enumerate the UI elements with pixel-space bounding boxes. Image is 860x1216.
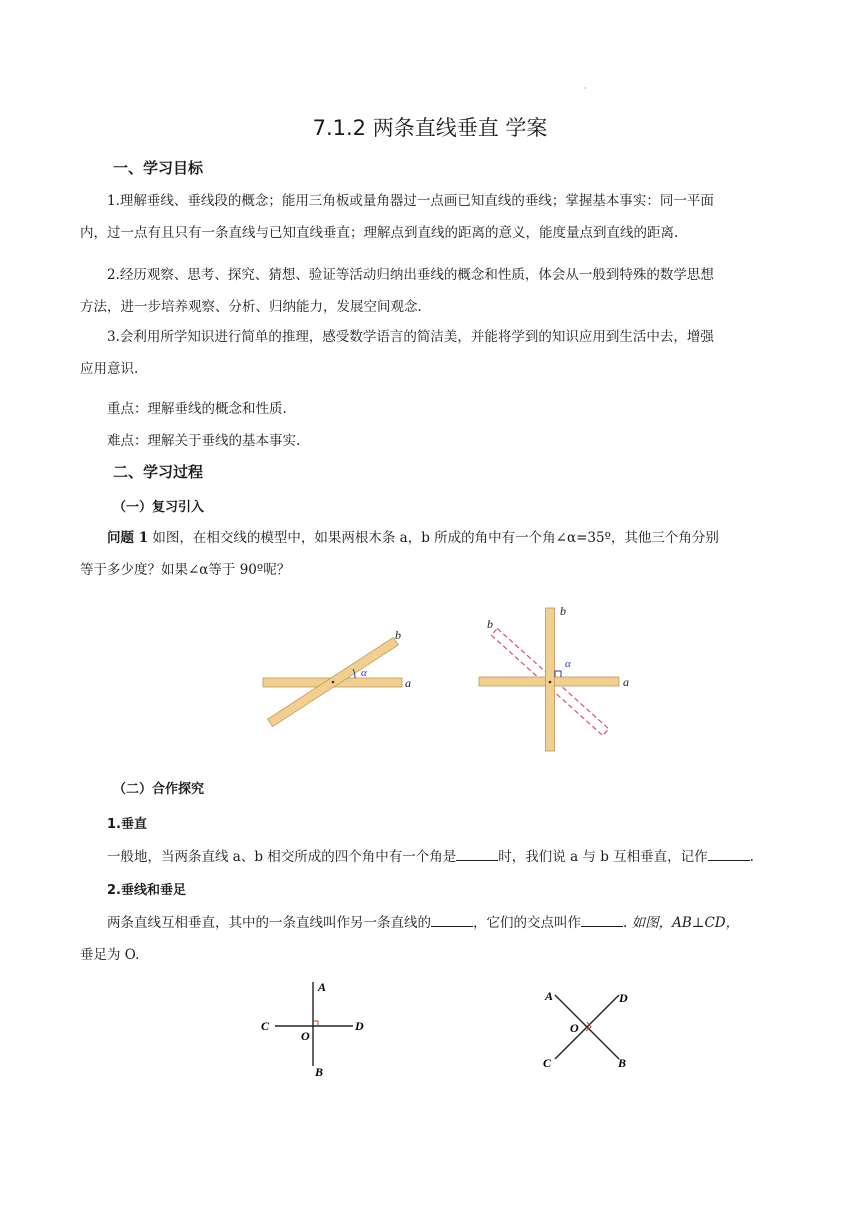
difficulty: 难点：理解关于垂线的基本事实.: [107, 433, 301, 449]
topic-perpendicular: 1.垂直: [107, 817, 147, 832]
subheading-review: （一）复习引入: [113, 500, 205, 515]
page-title: 7.1.2 两条直线垂直 学案: [312, 116, 548, 140]
pivot-dot: [549, 681, 552, 684]
section-heading-goals: 一、学习目标: [113, 159, 204, 177]
figure-cross-upright: [255, 978, 375, 1078]
pivot-dot: [332, 681, 335, 684]
perpendicular-definition: 一般地，当两条直线 a、b 相交所成的四个角中有一个角是 时，我们说 a 与 b 互相垂直，记作 .: [107, 849, 754, 865]
goal-3: 3.会利用所学知识进行简单的推理，感受数学语言的简洁美，并能将学到的知识应用到生活中去，增强 应用意识.: [80, 329, 714, 377]
right-angle-mark: [313, 1021, 318, 1026]
label-D: D: [619, 991, 628, 1005]
goal-2: 2.经历观察、思考、探究、猜想、验证等活动归纳出垂线的概念和性质，体会从一般到特殊的数学思想 方法，进一步培养观察、分析、归纳能力，发展空间观念.: [80, 267, 714, 315]
label-b-dashed: b: [487, 617, 493, 631]
foot-definition: 两条直线互相垂直，其中的一条直线叫作另一条直线的 ，它们的交点叫作 . 如图，AB⊥CD， 垂足为 O.: [80, 915, 740, 963]
label-a: a: [405, 676, 411, 690]
blank-angle[interactable]: [456, 848, 498, 861]
goal-1: 1.理解垂线、垂线段的概念；能用三角板或量角器过一点画已知直线的垂线；掌握基本事实：同一平面 内，过一点有且只有一条直线与已知直线垂直；理解点到直线的距离的意义，能度量点到直线的距离.: [80, 193, 714, 241]
topic-perpendicular-foot: 2.垂线和垂足: [107, 883, 186, 898]
blank-foot[interactable]: [581, 914, 623, 927]
label-A: A: [318, 980, 327, 994]
label-alpha: α: [565, 658, 571, 670]
blank-notation[interactable]: [708, 848, 750, 861]
figure-sticks-angle: [255, 620, 425, 730]
right-angle-mark: [555, 671, 561, 677]
figure-sticks-perpendicular: [470, 600, 640, 755]
stick-b: [546, 608, 555, 751]
label-B: B: [315, 1065, 324, 1078]
subheading-explore: （二）合作探究: [113, 782, 205, 797]
label-C: C: [543, 1056, 552, 1070]
label-O: O: [570, 1021, 579, 1035]
key-point: 重点：理解垂线的概念和性质.: [107, 401, 287, 417]
header-dot: ·: [584, 84, 587, 93]
label-b: b: [395, 628, 401, 642]
label-b: b: [560, 604, 566, 618]
figure-cross-tilted: [535, 985, 645, 1075]
label-C: C: [261, 1019, 270, 1033]
label-alpha: α: [361, 667, 367, 679]
blank-perpendicular-line[interactable]: [431, 914, 473, 927]
question-1: 问题 1 如图，在相交线的模型中，如果两根木条 a，b 所成的角中有一个角∠α=35º，其他三个角分别 等于多少度？如果∠α等于 90º呢？: [80, 530, 719, 578]
label-A: A: [545, 989, 554, 1003]
section-heading-process: 二、学习过程: [113, 463, 204, 481]
label-D: D: [355, 1019, 364, 1033]
label-a: a: [623, 675, 629, 689]
label-B: B: [618, 1056, 627, 1070]
question-label: 问题 1: [107, 530, 149, 546]
label-O: O: [301, 1029, 310, 1043]
